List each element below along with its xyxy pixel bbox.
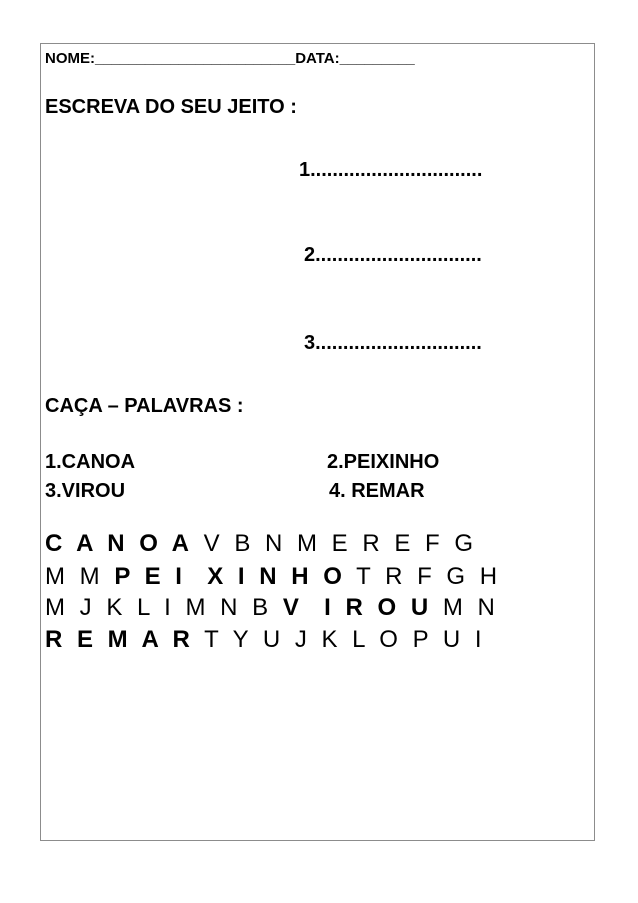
row-prefix: M J K L I M N B: [45, 594, 283, 621]
name-date-header: NOME:________________________DATA:_________: [45, 50, 415, 67]
answer-line-2: 2..............................: [304, 244, 482, 266]
wordsearch-row: [45, 530, 477, 558]
word-list-item: 1.CANOA: [45, 451, 136, 473]
wordsearch-row: [45, 563, 501, 591]
row-suffix: T R F G H: [345, 563, 502, 590]
wordsearch-row: [45, 594, 499, 622]
answer-line-3: 3..............................: [304, 332, 482, 354]
wordsearch-row: [45, 626, 486, 654]
write-section-heading: ESCREVA DO SEU JEITO :: [45, 96, 297, 118]
highlighted-word: R E M A R: [45, 626, 194, 653]
word-list-item: 2.PEIXINHO: [327, 451, 440, 473]
worksheet: [40, 43, 595, 841]
highlighted-word: P E I X I N H O: [114, 563, 346, 590]
row-suffix: T Y U J K L O P U I: [193, 626, 486, 653]
row-suffix: M N: [432, 594, 499, 621]
word-list-item: 4. REMAR: [329, 480, 425, 502]
row-prefix: M M: [45, 563, 115, 590]
highlighted-word: V I R O U: [282, 594, 433, 621]
row-suffix: V B N M E R E F G: [193, 530, 478, 557]
answer-line-1: 1...............................: [299, 159, 483, 181]
word-list-item: 3.VIROU: [45, 480, 126, 502]
wordsearch-heading: CAÇA – PALAVRAS :: [45, 395, 244, 417]
highlighted-word: C A N O A: [45, 530, 193, 557]
